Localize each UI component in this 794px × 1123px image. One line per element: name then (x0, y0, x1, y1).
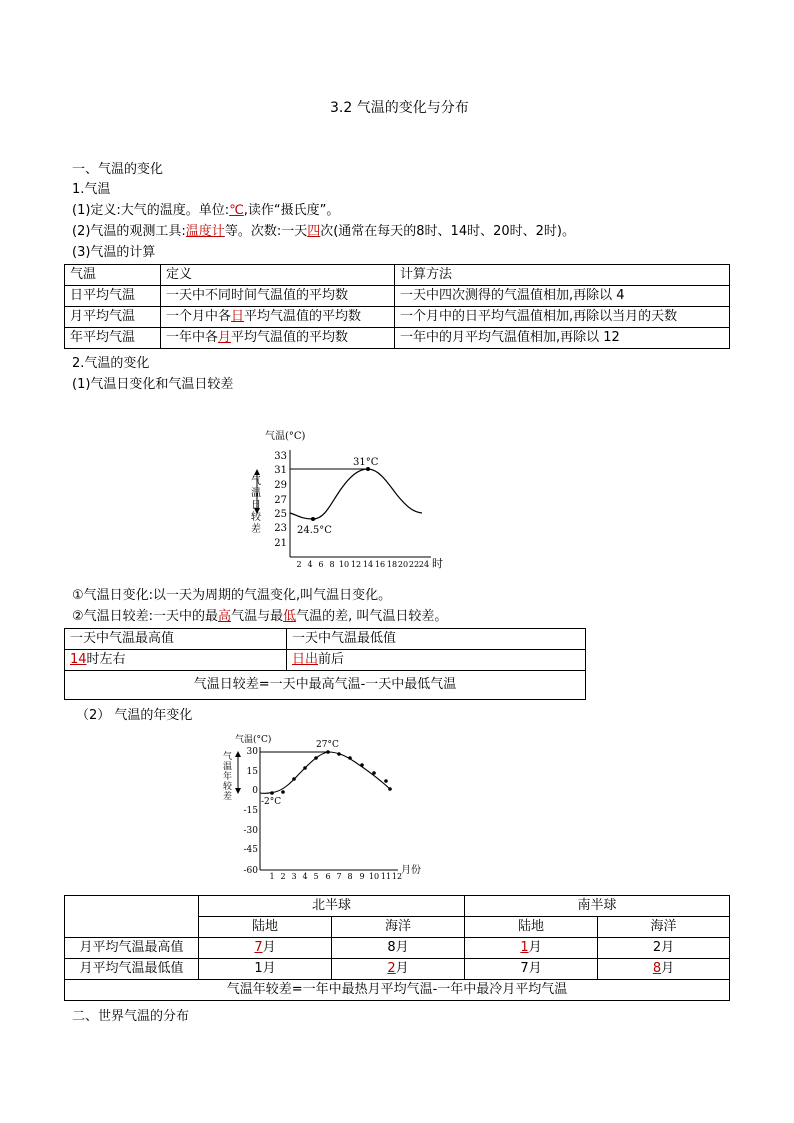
x-tick-label: 1 (269, 872, 275, 881)
x-tick-label: 6 (325, 872, 331, 881)
table-cell: 一个月中各日平均气温值的平均数 (161, 307, 395, 328)
row-label: 月平均气温最高值 (65, 938, 199, 959)
table-cell: 7月 (199, 938, 332, 959)
data-points (270, 750, 392, 795)
side-label: 气温日较差 (251, 476, 261, 535)
table-header: 定义 (161, 265, 395, 286)
y-tick-label: 33 (274, 451, 287, 462)
table-cell: 1月 (465, 938, 598, 959)
table-header: 海洋 (332, 917, 465, 938)
table-cell: 一年中的月平均气温值相加,再除以 12 (395, 328, 730, 349)
y-tick-label: -60 (243, 866, 258, 876)
table-row (65, 671, 586, 700)
formula-cell: 气温年较差=一年中最热月平均气温-一年中最冷月平均气温 (65, 980, 730, 1001)
page-title: 3.2 气温的变化与分布 (330, 100, 469, 116)
min-point (311, 517, 315, 521)
y-tick-label: 27 (274, 495, 287, 506)
annual-heading: （2） 气温的年变化 (76, 708, 193, 723)
x-tick-label: 6 (318, 560, 324, 569)
table-row (65, 286, 730, 307)
chart-ylabel: 气温(°C) (235, 735, 272, 745)
table-cell: 月平均气温 (65, 307, 161, 328)
table-header: 计算方法 (395, 265, 730, 286)
table-cell: 2月 (332, 959, 465, 980)
min-label: 24.5°C (297, 525, 332, 536)
daily-table (64, 628, 586, 700)
max-label: 31°C (353, 457, 379, 468)
table-header: 一天中气温最低值 (287, 629, 586, 650)
daily-def-1: ①气温日变化:以一天为周期的气温变化,叫气温日变化。 (72, 588, 392, 603)
side-label: 气温年较差 (223, 752, 233, 802)
table-header: 陆地 (199, 917, 332, 938)
observation-line: (2)气温的观测工具:温度计等。次数:一天四次(通常在每天的8时、14时、20时、2时)。 (72, 224, 575, 239)
x-tick-label: 4 (307, 560, 313, 569)
x-tick-label: 5 (313, 872, 319, 881)
table-cell: 2月 (598, 938, 730, 959)
x-tick-label: 14 (362, 560, 374, 569)
y-tick-label: 29 (274, 480, 287, 491)
min-label: -2°C (261, 797, 282, 807)
table-cell: 日出前后 (287, 650, 586, 671)
y-tick-label: 23 (274, 523, 287, 534)
formula-cell: 气温日较差=一天中最高气温-一天中最低气温 (65, 671, 586, 700)
y-tick-label: 31 (274, 465, 287, 476)
temperature-curve (260, 752, 390, 793)
x-tick-label: 10 (338, 560, 350, 569)
sub-heading-1: 1.气温 (72, 182, 111, 197)
table-header: 陆地 (465, 917, 598, 938)
x-tick-label: 2 (296, 560, 302, 569)
table-row (65, 650, 586, 671)
table-cell: 年平均气温 (65, 328, 161, 349)
annual-table (64, 895, 730, 1001)
annual-temperature-chart (220, 732, 434, 884)
x-tick-label: 7 (336, 872, 342, 881)
table-header: 一天中气温最高值 (65, 629, 287, 650)
y-tick-label: 0 (252, 786, 258, 796)
x-tick-label: 3 (291, 872, 297, 881)
table-row (65, 328, 730, 349)
daily-heading: (1)气温日变化和气温日较差 (72, 377, 234, 392)
x-tick-label: 24 (418, 560, 430, 569)
table-cell: 日平均气温 (65, 286, 161, 307)
y-tick-label: -45 (243, 845, 258, 855)
table-cell: 1月 (199, 959, 332, 980)
x-tick-label: 22 (408, 560, 420, 569)
calc-heading: (3)气温的计算 (72, 245, 156, 260)
y-tick-label: 15 (246, 767, 258, 777)
y-tick-label: 30 (246, 747, 258, 757)
x-tick-label: 8 (347, 872, 353, 881)
table-cell: 8月 (598, 959, 730, 980)
section-heading-1: 一、气温的变化 (72, 162, 164, 177)
max-label: 27°C (316, 740, 339, 750)
y-tick-label: -30 (243, 826, 258, 836)
x-tick-label: 12 (350, 560, 362, 569)
x-tick-label: 9 (359, 872, 365, 881)
table-row (65, 307, 730, 328)
x-tick-label: 10 (368, 872, 380, 881)
x-tick-label: 4 (302, 872, 308, 881)
table-row (65, 629, 586, 650)
table-header: 海洋 (598, 917, 730, 938)
y-tick-label: 21 (274, 538, 287, 549)
definition-line: (1)定义:大气的温度。单位:℃,读作“摄氏度”。 (72, 203, 340, 218)
temperature-curve (290, 469, 422, 519)
x-unit-label: 月份 (401, 865, 421, 876)
table-cell: 一天中不同时间气温值的平均数 (161, 286, 395, 307)
x-tick-label: 16 (374, 560, 386, 569)
x-tick-label: 2 (280, 872, 286, 881)
table-header: 气温 (65, 265, 161, 286)
table-row (65, 938, 730, 959)
table-row (65, 896, 730, 917)
table-cell: 一天中四次测得的气温值相加,再除以 4 (395, 286, 730, 307)
x-unit-label: 时 (432, 557, 443, 570)
y-tick-label: 25 (274, 509, 287, 520)
daily-def-2: ②气温日较差:一天中的最高气温与最低气温的差, 叫气温日较差。 (72, 609, 448, 624)
x-tick-label: 11 (380, 872, 392, 881)
calc-table (64, 264, 730, 349)
daily-temperature-chart (245, 425, 445, 575)
x-tick-label: 12 (391, 872, 403, 881)
x-tick-label: 18 (386, 560, 398, 569)
x-tick-label: 20 (397, 560, 409, 569)
table-header: 北半球 (199, 896, 465, 917)
table-cell: 14时左右 (65, 650, 287, 671)
table-cell (65, 896, 199, 938)
y-tick-label: -15 (243, 806, 258, 816)
table-cell: 8月 (332, 938, 465, 959)
section-heading-2: 二、世界气温的分布 (72, 1009, 190, 1024)
table-row (65, 980, 730, 1001)
table-cell: 一个月中的日平均气温值相加,再除以当月的天数 (395, 307, 730, 328)
table-row (65, 265, 730, 286)
x-tick-label: 8 (329, 560, 335, 569)
table-cell: 7月 (465, 959, 598, 980)
sub-heading-2: 2.气温的变化 (72, 356, 150, 371)
table-header: 南半球 (465, 896, 730, 917)
row-label: 月平均气温最低值 (65, 959, 199, 980)
chart-ylabel: 气温(°C) (265, 431, 306, 442)
table-row (65, 959, 730, 980)
table-cell: 一年中各月平均气温值的平均数 (161, 328, 395, 349)
